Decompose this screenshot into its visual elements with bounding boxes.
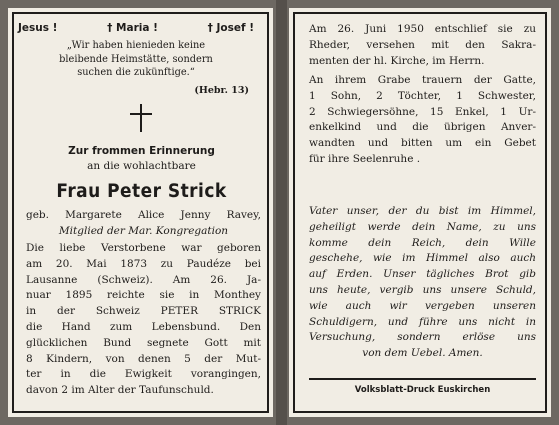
prayer-line: komme dein Reich, dein Wille — [309, 236, 536, 249]
left-panel — [8, 8, 273, 417]
divider — [309, 378, 536, 380]
bio-line: Lausanne (Schweiz). Am 26. Ja- — [26, 273, 261, 286]
printer-credit: Volksblatt-Druck Euskirchen — [354, 385, 491, 395]
death-line: menten der hl. Kirche, im Herrn. — [309, 54, 485, 67]
mourners-line: 1 Sohn, 2 Töchter, 1 Schwester, — [309, 89, 536, 102]
congregation-line: Mitglied der Mar. Kongregation — [58, 224, 229, 237]
quote-line: bleibende Heimstätte, sondern — [59, 53, 213, 65]
quote-reference: (Hebr. 13) — [194, 85, 249, 96]
mourners-line: wandten und bitten um ein Gebet — [309, 137, 536, 150]
invocation-maria: † Maria ! — [107, 22, 158, 34]
scripture-quote — [20, 39, 252, 80]
bio-line: glücklichen Bund segnete Gott mit — [26, 336, 261, 349]
bio-line: am 20. Mai 1873 zu Paudéze bei — [26, 257, 261, 270]
death-line: Rheder, versehen mit den Sakra- — [309, 38, 536, 51]
death-line: Am 26. Juni 1950 entschlief sie zu — [309, 23, 536, 35]
prayer-line: geschehe, wie im Himmel also auch — [309, 252, 536, 265]
mourners — [309, 73, 536, 168]
bio-line: nuar 1895 reichte sie in Monthey — [26, 289, 261, 302]
biography — [26, 241, 261, 399]
prayer-line: auf Erden. Unser tägliches Brot gib — [309, 268, 536, 281]
prayer-line: wie auch wir vergeben unseren — [309, 299, 536, 312]
quote-line: „Wir haben hienieden keine — [66, 40, 206, 51]
prayer-line: Schuldigern, und führe uns nicht in — [309, 315, 536, 328]
bio-line: in der Schweiz PETER STRICK — [26, 305, 261, 318]
mourners-line: für ihre Seelenruhe . — [309, 152, 421, 165]
birth-name-line: geb. Margarete Alice Jenny Ravey, — [26, 209, 261, 221]
right-panel — [289, 8, 551, 417]
bio-line: ter in die Ewigkeit vorangingen, — [26, 368, 261, 381]
invocations — [18, 22, 254, 34]
bio-line: davon 2 im Alter der Taufunschuld. — [26, 384, 214, 397]
card-fold — [276, 0, 287, 425]
prayer-line: Vater unser, der du bist im Himmel, — [309, 205, 536, 217]
invocation-jesus: Jesus ! — [18, 22, 58, 34]
cross-icon — [130, 104, 152, 132]
prayer-line: geheiligt werde dein Name, zu uns — [309, 220, 536, 233]
mourners-line: enkelkind und die übrigen Anver- — [309, 121, 536, 134]
deceased-name: Frau Peter Strick — [56, 181, 227, 202]
remembrance-heading: Zur frommen Erinnerung — [68, 145, 215, 157]
bio-line: die Hand zum Lebensbund. Den — [26, 320, 261, 333]
prayer-line: von dem Uebel. Amen. — [362, 347, 483, 360]
prayer-line: Versuchung, sondern erlöse uns — [309, 331, 536, 344]
honor-line: an die wohlachtbare — [87, 160, 196, 172]
birth-name-block — [26, 208, 261, 240]
bio-line: Die liebe Verstorbene war geboren — [26, 242, 261, 254]
bio-line: 8 Kindern, von denen 5 der Mut- — [26, 352, 261, 365]
prayer-line: uns heute, vergib uns unsere Schuld, — [309, 283, 536, 296]
invocation-josef: † Josef ! — [207, 22, 254, 34]
mourners-line: 2 Schwiegersöhne, 15 Enkel, 1 Ur- — [309, 105, 536, 118]
mourners-line: An ihrem Grabe trauern der Gatte, — [309, 74, 536, 86]
death-notice — [309, 22, 536, 69]
quote-line: suchen die zukünftige.“ — [77, 67, 195, 78]
lords-prayer — [309, 204, 536, 362]
